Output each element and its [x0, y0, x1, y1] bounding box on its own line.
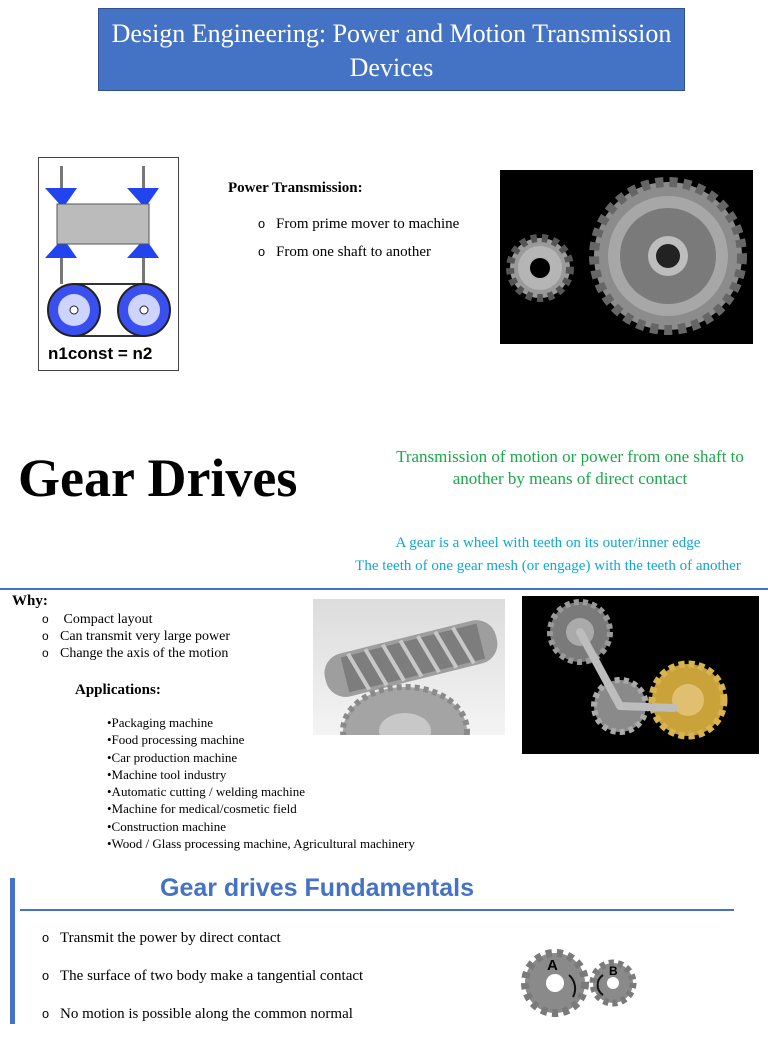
why-list	[42, 611, 230, 662]
gear-note-line-2: The teeth of one gear mesh (or engage) with the teeth of another	[355, 558, 741, 574]
list-item: o The surface of two body make a tangential contact	[42, 964, 363, 1002]
list-item: o Change the axis of the motion	[42, 645, 230, 662]
list-item: •Machine for medical/cosmetic field	[107, 801, 297, 817]
power-transmission-list	[258, 210, 459, 266]
section-divider	[0, 588, 768, 590]
list-item: o Can transmit very large power	[42, 628, 230, 645]
gear-drives-definition: Transmission of motion or power from one shaft to another by means of direct contact	[396, 447, 744, 488]
fundamentals-list	[42, 926, 363, 1040]
list-item: •Packaging machine	[107, 715, 213, 730]
applications-heading: Applications:	[75, 682, 161, 698]
belt-drive-caption: n1const = n2	[48, 344, 153, 363]
page-title: Design Engineering: Power and Motion Transmission Devices	[98, 8, 685, 91]
list-item: •Food processing machine	[107, 732, 245, 748]
why-item-text: Compact layout	[63, 612, 153, 627]
worm-gear-image	[313, 599, 505, 735]
gear-definition-note	[318, 532, 768, 578]
gear-label-b: B	[609, 964, 618, 978]
list-item: •Car production machine	[107, 749, 238, 765]
list-item: •Automatic cutting / welding machine	[107, 784, 306, 800]
list-item: o From one shaft to another	[258, 238, 459, 266]
gear-linkage-image	[522, 596, 759, 754]
list-item: •Machine tool industry	[107, 766, 227, 782]
fundamentals-accent-bar	[10, 878, 15, 1024]
list-item: •Construction machine	[107, 818, 226, 834]
list-item: o From prime mover to machine	[258, 210, 459, 238]
gear-label-a: A	[547, 957, 558, 974]
list-item	[42, 611, 230, 628]
gear-note-line-1: A gear is a wheel with teeth on its outer/inner edge	[395, 535, 701, 551]
why-heading: Why:	[12, 593, 48, 609]
fundamentals-title: Gear drives Fundamentals	[160, 874, 475, 902]
list-item: o No motion is possible along the common normal	[42, 1002, 363, 1040]
fundamentals-divider	[20, 909, 734, 911]
list-item: •Wood / Glass processing machine, Agricultural machinery	[107, 836, 415, 852]
list-item: o Transmit the power by direct contact	[42, 926, 363, 964]
spur-gears-image	[500, 170, 753, 344]
power-transmission-heading: Power Transmission:	[228, 180, 363, 196]
meshing-gears-diagram	[517, 945, 643, 1024]
belt-drive-diagram	[38, 157, 179, 371]
gear-drives-title: Gear Drives	[18, 448, 298, 508]
